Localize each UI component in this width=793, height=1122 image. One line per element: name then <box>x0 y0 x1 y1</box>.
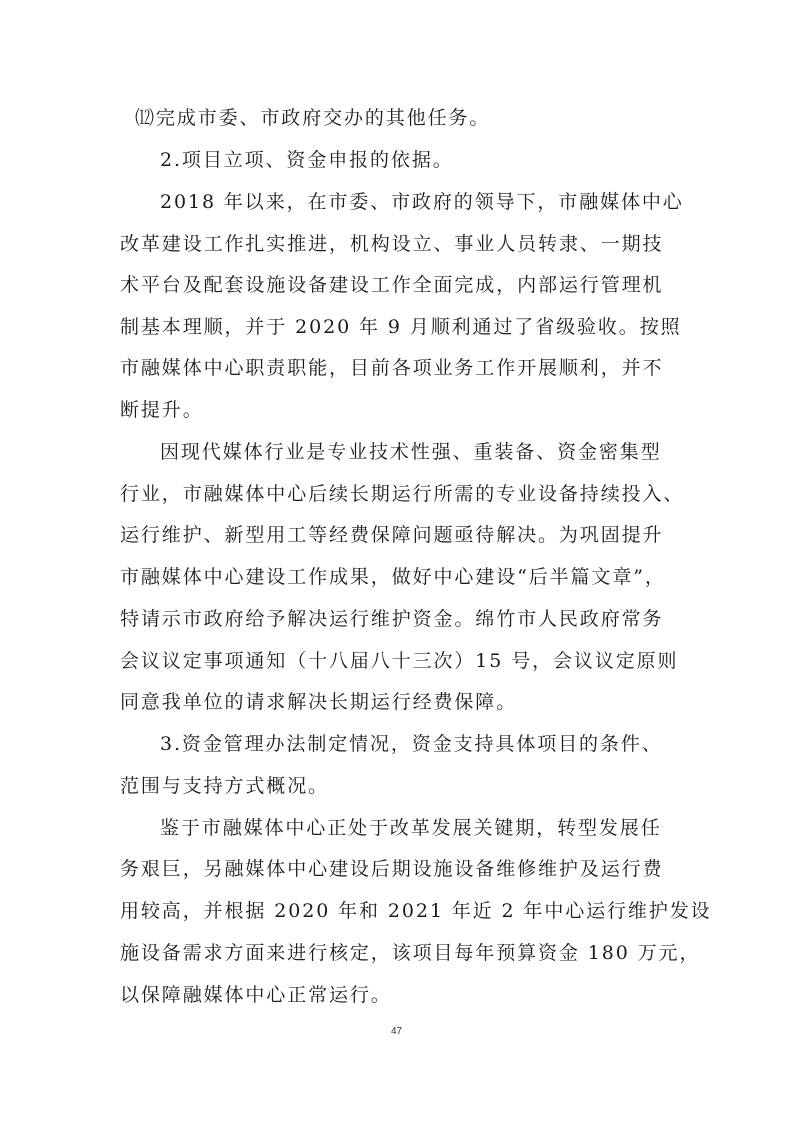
paragraph-line: 断提升。 <box>120 399 204 421</box>
paragraph-line: 施设备需求方面来进行核定，该项目每年预算资金 180 万元， <box>120 942 701 964</box>
section-heading: 3.资金管理办法制定情况，资金支持具体项目的条件、 <box>160 733 663 755</box>
paragraph-line: 运行维护、新型用工等经费保障问题亟待解决。为巩固提升 <box>120 524 664 546</box>
paragraph-line: 改革建设工作扎实推进，机构设立、事业人员转隶、一期技 <box>120 233 664 255</box>
paragraph-line: 范围与支持方式概况。 <box>120 775 330 797</box>
paragraph-line: 务艰巨，另融媒体中心建设后期设施设备维修维护及运行费 <box>120 858 664 880</box>
paragraph-line: 特请示市政府给予解决运行维护资金。绵竹市人民政府常务 <box>120 608 664 630</box>
paragraph-line: 同意我单位的请求解决长期运行经费保障。 <box>120 691 518 713</box>
paragraph-line: 以保障融媒体中心正常运行。 <box>120 984 392 1006</box>
paragraph-line: 2018 年以来，在市委、市政府的领导下，市融媒体中心 <box>160 191 684 213</box>
paragraph-line: 术平台及配套设施设备建设工作全面完成，内部运行管理机 <box>120 274 664 296</box>
paragraph-line: ⑿完成市委、市政府交办的其他任务。 <box>135 107 491 129</box>
paragraph-line: 用较高，并根据 2020 年和 2021 年近 2 年中心运行维护发设 <box>120 900 712 922</box>
section-heading: 2.项目立项、资金申报的依据。 <box>160 149 454 171</box>
paragraph-line: 鉴于市融媒体中心正处于改革发展关键期，转型发展任 <box>160 817 662 839</box>
paragraph-line: 会议议定事项通知（十八届八十三次）15 号，会议议定原则 <box>120 650 679 672</box>
paragraph-line: 行业，市融媒体中心后续长期运行所需的专业设备持续投入、 <box>120 483 685 505</box>
paragraph-line: 制基本理顺，并于 2020 年 9 月顺利通过了省级验收。按照 <box>120 316 682 338</box>
paragraph-line: 市融媒体中心职责职能，目前各项业务工作开展顺利，并不 <box>120 357 664 379</box>
paragraph-line: 市融媒体中心建设工作成果，做好中心建设“后半篇文章”， <box>120 566 666 588</box>
paragraph-line: 因现代媒体行业是专业技术性强、重装备、资金密集型 <box>160 441 662 463</box>
page-number: 47 <box>390 1026 403 1037</box>
